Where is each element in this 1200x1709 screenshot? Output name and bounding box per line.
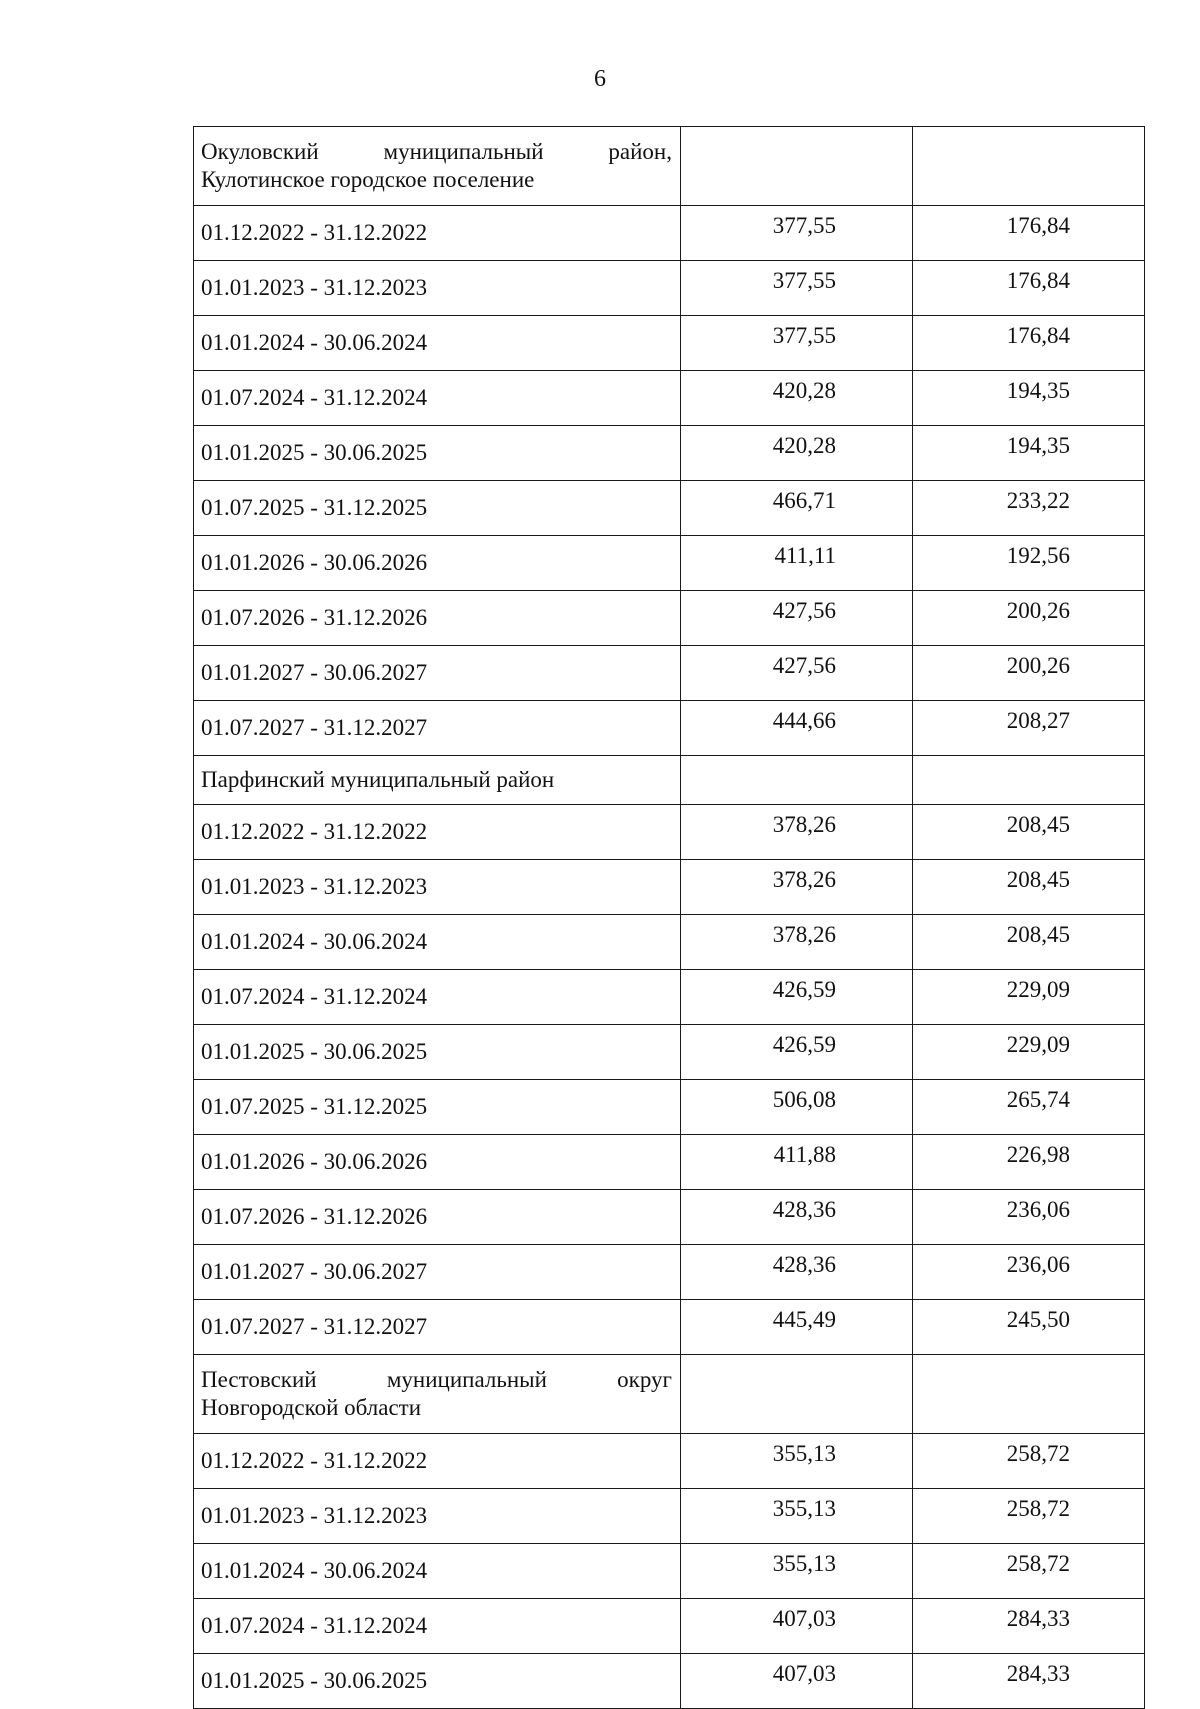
group-name-line2: Новгородской области (201, 1395, 422, 1420)
value2-cell: 208,27 (913, 701, 1145, 756)
group-name-line1: Пестовский муниципальный округ (201, 1367, 672, 1393)
value2-cell: 284,33 (913, 1599, 1145, 1654)
tariff-table-body (194, 127, 1145, 1709)
period-cell: 01.01.2027 - 30.06.2027 (194, 646, 681, 701)
value2-cell: 194,35 (913, 426, 1145, 481)
group-name-line1: Парфинский муниципальный район (201, 767, 555, 793)
group-header-row (194, 1355, 1145, 1434)
table-row (194, 805, 1145, 860)
period-cell: 01.07.2024 - 31.12.2024 (194, 970, 681, 1025)
table-row (194, 1080, 1145, 1135)
value2-cell: 208,45 (913, 860, 1145, 915)
value1-cell: 427,56 (681, 591, 913, 646)
value1-cell: 466,71 (681, 481, 913, 536)
page-number: 6 (594, 66, 606, 92)
value2-cell: 258,72 (913, 1489, 1145, 1544)
table-row (194, 1135, 1145, 1190)
table-row (194, 316, 1145, 371)
period-cell: 01.01.2023 - 31.12.2023 (194, 1489, 681, 1544)
table-row (194, 1190, 1145, 1245)
period-cell: 01.07.2027 - 31.12.2027 (194, 701, 681, 756)
group-empty-cell (913, 1355, 1145, 1434)
value1-cell: 407,03 (681, 1599, 913, 1654)
table-row (194, 426, 1145, 481)
table-row (194, 1489, 1145, 1544)
group-empty-cell (681, 127, 913, 206)
value1-cell: 428,36 (681, 1190, 913, 1245)
group-name-line2: Кулотинское городское поселение (201, 167, 535, 192)
period-cell: 01.01.2023 - 31.12.2023 (194, 860, 681, 915)
value2-cell: 176,84 (913, 206, 1145, 261)
value2-cell: 233,22 (913, 481, 1145, 536)
value2-cell: 226,98 (913, 1135, 1145, 1190)
table-row (194, 860, 1145, 915)
value1-cell: 355,13 (681, 1434, 913, 1489)
value1-cell: 378,26 (681, 915, 913, 970)
table-row (194, 536, 1145, 591)
value1-cell: 377,55 (681, 316, 913, 371)
period-cell: 01.07.2025 - 31.12.2025 (194, 481, 681, 536)
value1-cell: 428,36 (681, 1245, 913, 1300)
period-cell: 01.07.2024 - 31.12.2024 (194, 371, 681, 426)
value1-cell: 411,11 (681, 536, 913, 591)
value2-cell: 284,33 (913, 1654, 1145, 1709)
value1-cell: 506,08 (681, 1080, 913, 1135)
table-row (194, 1599, 1145, 1654)
period-cell: 01.07.2025 - 31.12.2025 (194, 1080, 681, 1135)
table-row (194, 206, 1145, 261)
period-cell: 01.01.2025 - 30.06.2025 (194, 1025, 681, 1080)
period-cell: 01.07.2027 - 31.12.2027 (194, 1300, 681, 1355)
value2-cell: 229,09 (913, 1025, 1145, 1080)
period-cell: 01.01.2027 - 30.06.2027 (194, 1245, 681, 1300)
group-name-cell (194, 756, 681, 805)
period-cell: 01.01.2026 - 30.06.2026 (194, 536, 681, 591)
table-row (194, 1300, 1145, 1355)
value2-cell: 258,72 (913, 1434, 1145, 1489)
period-cell: 01.01.2024 - 30.06.2024 (194, 915, 681, 970)
period-cell: 01.01.2023 - 31.12.2023 (194, 261, 681, 316)
table-row (194, 371, 1145, 426)
table-row (194, 591, 1145, 646)
period-cell: 01.01.2025 - 30.06.2025 (194, 1654, 681, 1709)
period-cell: 01.01.2024 - 30.06.2024 (194, 316, 681, 371)
value1-cell: 377,55 (681, 206, 913, 261)
period-cell: 01.07.2026 - 31.12.2026 (194, 1190, 681, 1245)
period-cell: 01.12.2022 - 31.12.2022 (194, 1434, 681, 1489)
value1-cell: 377,55 (681, 261, 913, 316)
period-cell: 01.12.2022 - 31.12.2022 (194, 805, 681, 860)
period-cell: 01.12.2022 - 31.12.2022 (194, 206, 681, 261)
value1-cell: 355,13 (681, 1544, 913, 1599)
period-cell: 01.07.2024 - 31.12.2024 (194, 1599, 681, 1654)
value2-cell: 176,84 (913, 316, 1145, 371)
group-empty-cell (681, 1355, 913, 1434)
group-name-cell (194, 1355, 681, 1434)
value2-cell: 229,09 (913, 970, 1145, 1025)
table-row (194, 915, 1145, 970)
value1-cell: 378,26 (681, 860, 913, 915)
table-row (194, 1544, 1145, 1599)
tariff-table (193, 126, 1145, 1709)
value2-cell: 245,50 (913, 1300, 1145, 1355)
value1-cell: 426,59 (681, 1025, 913, 1080)
value1-cell: 426,59 (681, 970, 913, 1025)
group-empty-cell (913, 756, 1145, 805)
value2-cell: 192,56 (913, 536, 1145, 591)
value1-cell: 420,28 (681, 371, 913, 426)
table-row (194, 970, 1145, 1025)
table-row (194, 1434, 1145, 1489)
value1-cell: 407,03 (681, 1654, 913, 1709)
group-header-row (194, 756, 1145, 805)
group-empty-cell (681, 756, 913, 805)
value2-cell: 200,26 (913, 646, 1145, 701)
group-header-row (194, 127, 1145, 206)
value1-cell: 355,13 (681, 1489, 913, 1544)
value1-cell: 420,28 (681, 426, 913, 481)
table-row (194, 701, 1145, 756)
value2-cell: 200,26 (913, 591, 1145, 646)
value2-cell: 236,06 (913, 1245, 1145, 1300)
table-row (194, 261, 1145, 316)
period-cell: 01.01.2025 - 30.06.2025 (194, 426, 681, 481)
value2-cell: 176,84 (913, 261, 1145, 316)
group-name-cell (194, 127, 681, 206)
value2-cell: 208,45 (913, 915, 1145, 970)
group-name-line1: Окуловский муниципальный район, (201, 139, 672, 165)
table-row (194, 646, 1145, 701)
value1-cell: 445,49 (681, 1300, 913, 1355)
table-row (194, 1245, 1145, 1300)
value1-cell: 444,66 (681, 701, 913, 756)
value1-cell: 378,26 (681, 805, 913, 860)
period-cell: 01.07.2026 - 31.12.2026 (194, 591, 681, 646)
group-empty-cell (913, 127, 1145, 206)
value2-cell: 258,72 (913, 1544, 1145, 1599)
value2-cell: 236,06 (913, 1190, 1145, 1245)
value2-cell: 208,45 (913, 805, 1145, 860)
table-row (194, 1654, 1145, 1709)
value1-cell: 427,56 (681, 646, 913, 701)
period-cell: 01.01.2026 - 30.06.2026 (194, 1135, 681, 1190)
table-row (194, 481, 1145, 536)
value1-cell: 411,88 (681, 1135, 913, 1190)
value2-cell: 265,74 (913, 1080, 1145, 1135)
table-row (194, 1025, 1145, 1080)
value2-cell: 194,35 (913, 371, 1145, 426)
period-cell: 01.01.2024 - 30.06.2024 (194, 1544, 681, 1599)
